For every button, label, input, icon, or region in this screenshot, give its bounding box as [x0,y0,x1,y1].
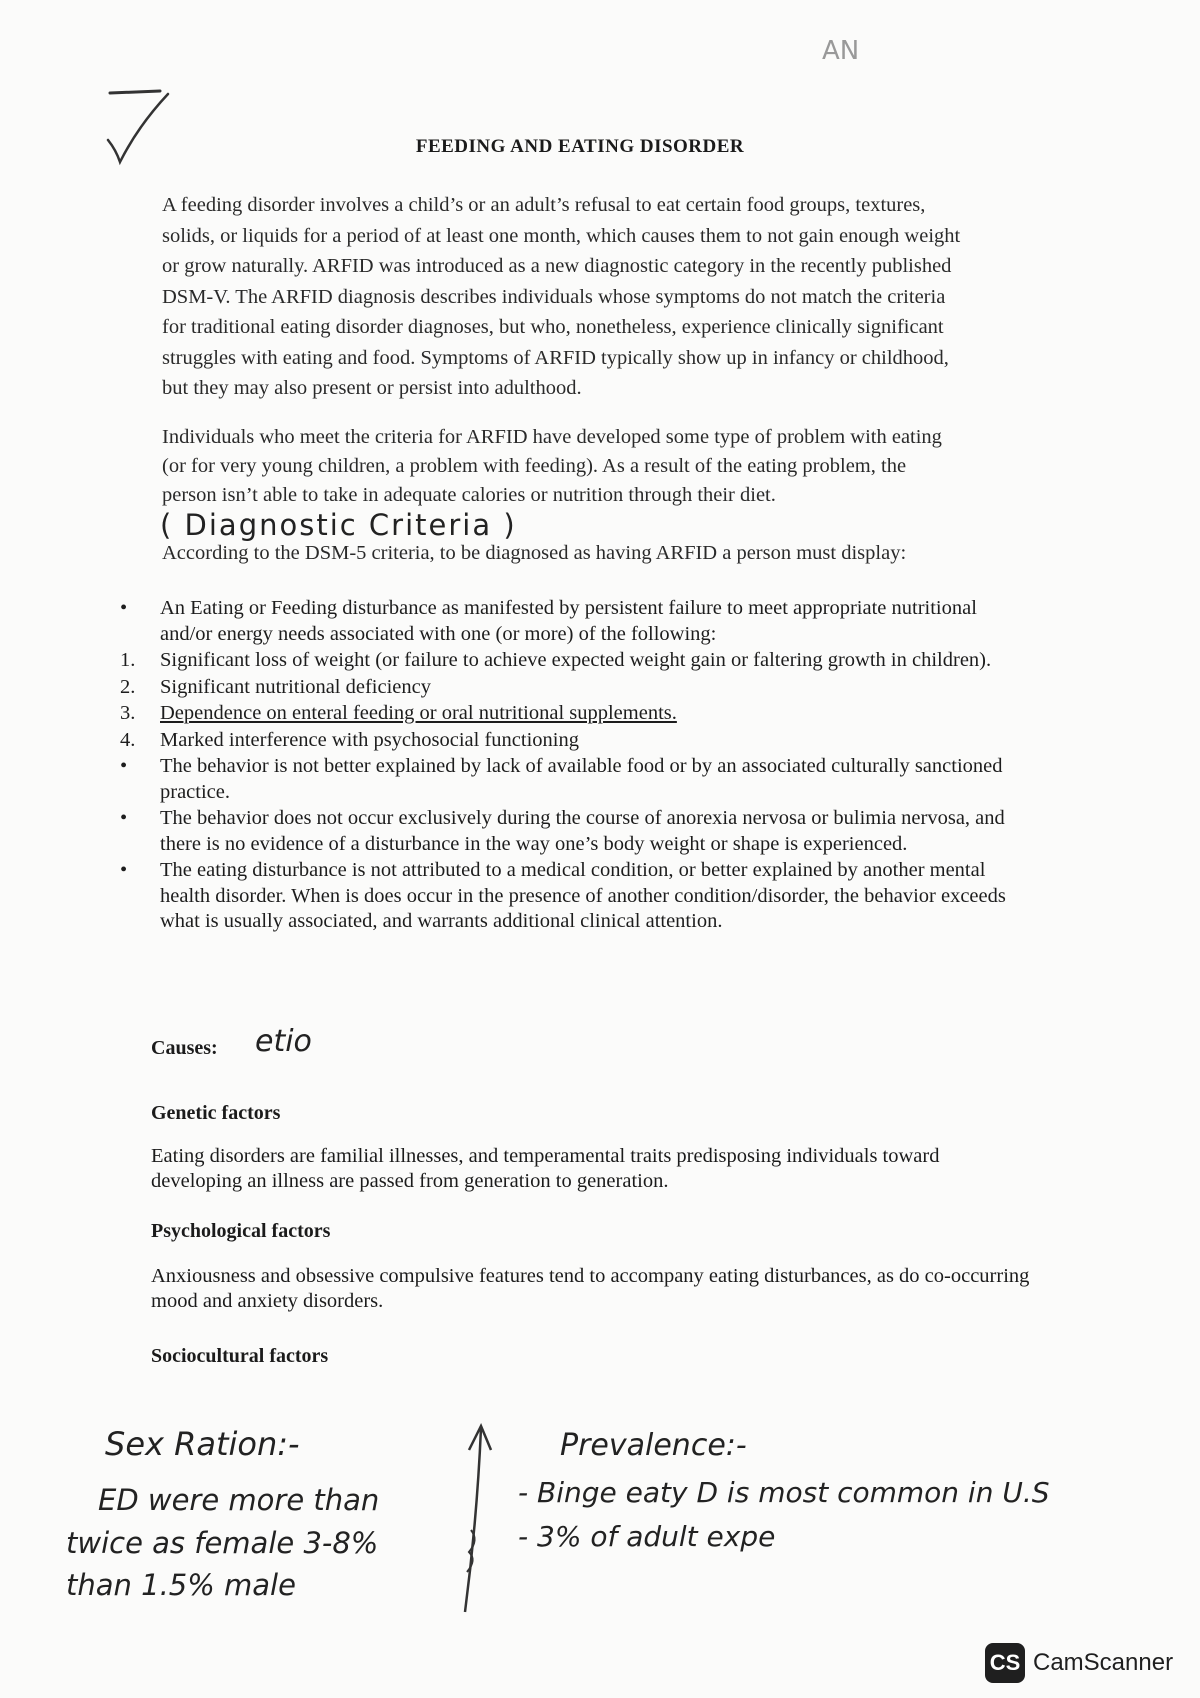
camscanner-watermark [985,1643,1173,1683]
corner-initials: AN [822,36,860,66]
list-item-text: Marked interference with psychosocial functioning [160,728,579,751]
sex-ratio-line: than 1.5% male [66,1568,296,1602]
individuals-line: (or for very young children, a problem with feeding). As a result of the eating problem, the [162,455,907,477]
genetic-text: Eating disorders are familial illnesses, and temperamental traits predisposing individuals toward developing an illness are passed from generation to generation. [151,1145,940,1192]
prevalence-title: Prevalence:- [560,1428,747,1463]
list-marker: 3. [120,702,136,724]
intro-line: DSM-V. The ARFID diagnosis describes individuals whose symptoms do not match the criteria [162,285,946,308]
criteria-list [120,596,1020,936]
socio-heading: Sociocultural factors [151,1345,329,1367]
prevalence-line: - Binge eaty D is most common in U.S [518,1476,1050,1509]
list-item-text: An Eating or Feeding disturbance as manifested by persistent failure to meet appropriate nutritional and/or energy needs associated with one (or more) of the following: [160,597,977,645]
individuals-line: person isn’t able to take in adequate calories or nutrition through their diet. [162,484,776,506]
intro-line: struggles with eating and food. Symptoms of ARFID typically show up in infancy or childhood, [162,346,949,369]
arrow-divider-icon [455,1420,505,1620]
intro-line: solids, or liquids for a period of at least one month, which causes them to not gain enough weight [162,224,961,247]
list-item-text: Significant loss of weight (or failure to achieve expected weight gain or faltering growth in children). [160,649,992,671]
causes-label: Causes: [151,1037,218,1059]
list-item [120,701,1020,727]
psych-heading: Psychological factors [151,1220,331,1242]
sex-ratio-line: twice as female 3-8% [66,1526,379,1560]
list-item [120,806,1020,857]
psych-text: Anxiousness and obsessive compulsive features tend to accompany eating disturbances, as do co-occurring mood and anxiety disorders. [151,1265,1030,1312]
intro-paragraph [162,190,1042,404]
checkmark-icon [98,78,188,168]
diagnostic-criteria-note: ( Diagnostic Criteria ) [160,508,517,542]
sex-ratio-line: ED were more than [98,1483,380,1517]
list-item [120,858,1020,935]
camscanner-label: CamScanner [1033,1649,1174,1676]
intro-line: for traditional eating disorder diagnoses, but who, nonetheless, experience clinically significant [162,316,944,338]
list-item-text: Dependence on enteral feeding or oral nutritional supplements. [160,702,677,724]
criteria-intro: According to the DSM-5 criteria, to be diagnosed as having ARFID a person must display: [162,542,907,564]
intro-line: or grow naturally. ARFID was introduced as a new diagnostic category in the recently published [162,255,952,277]
list-marker: • [120,859,128,881]
list-item-text: The eating disturbance is not attributed to a medical condition, or better explained by another mental health disorder. When is does occur in the presence of another condition/disorder, the behavior exceeds what is usually associated, and warrants additional clinical attention. [160,859,1006,932]
intro-line: A feeding disorder involves a child’s or an adult’s refusal to eat certain food groups, textures, [162,194,926,216]
list-item [120,675,1020,701]
genetic-heading: Genetic factors [151,1102,281,1124]
causes-note: etio [255,1024,312,1059]
prevalence-line: - 3% of adult expe [518,1520,776,1553]
list-marker: 1. [120,649,136,671]
list-item [120,648,1020,674]
list-marker: • [120,755,128,777]
list-item-text: The behavior is not better explained by lack of available food or by an associated culturally sanctioned practice. [160,755,1003,803]
list-marker: • [120,807,128,829]
list-item-text: Significant nutritional deficiency [160,675,431,698]
intro-line: but they may also present or persist into adulthood. [162,377,582,399]
document-title: FEEDING AND EATING DISORDER [415,136,745,157]
individuals-paragraph [162,423,1042,510]
list-item [120,596,1020,647]
list-item-text: The behavior does not occur exclusively during the course of anorexia nervosa or bulimia nervosa, and there is no evidence of a disturbance in the way one’s body weight or shape is experienced. [160,807,1005,855]
list-marker: 4. [120,728,136,751]
individuals-line: Individuals who meet the criteria for ARFID have developed some type of problem with eating [162,426,942,448]
list-marker: • [120,597,128,619]
list-item [120,754,1020,805]
camscanner-logo-icon: CS [985,1643,1025,1683]
list-marker: 2. [120,675,136,698]
list-item [120,728,1020,754]
sex-ratio-title: Sex Ration:- [105,1425,300,1463]
